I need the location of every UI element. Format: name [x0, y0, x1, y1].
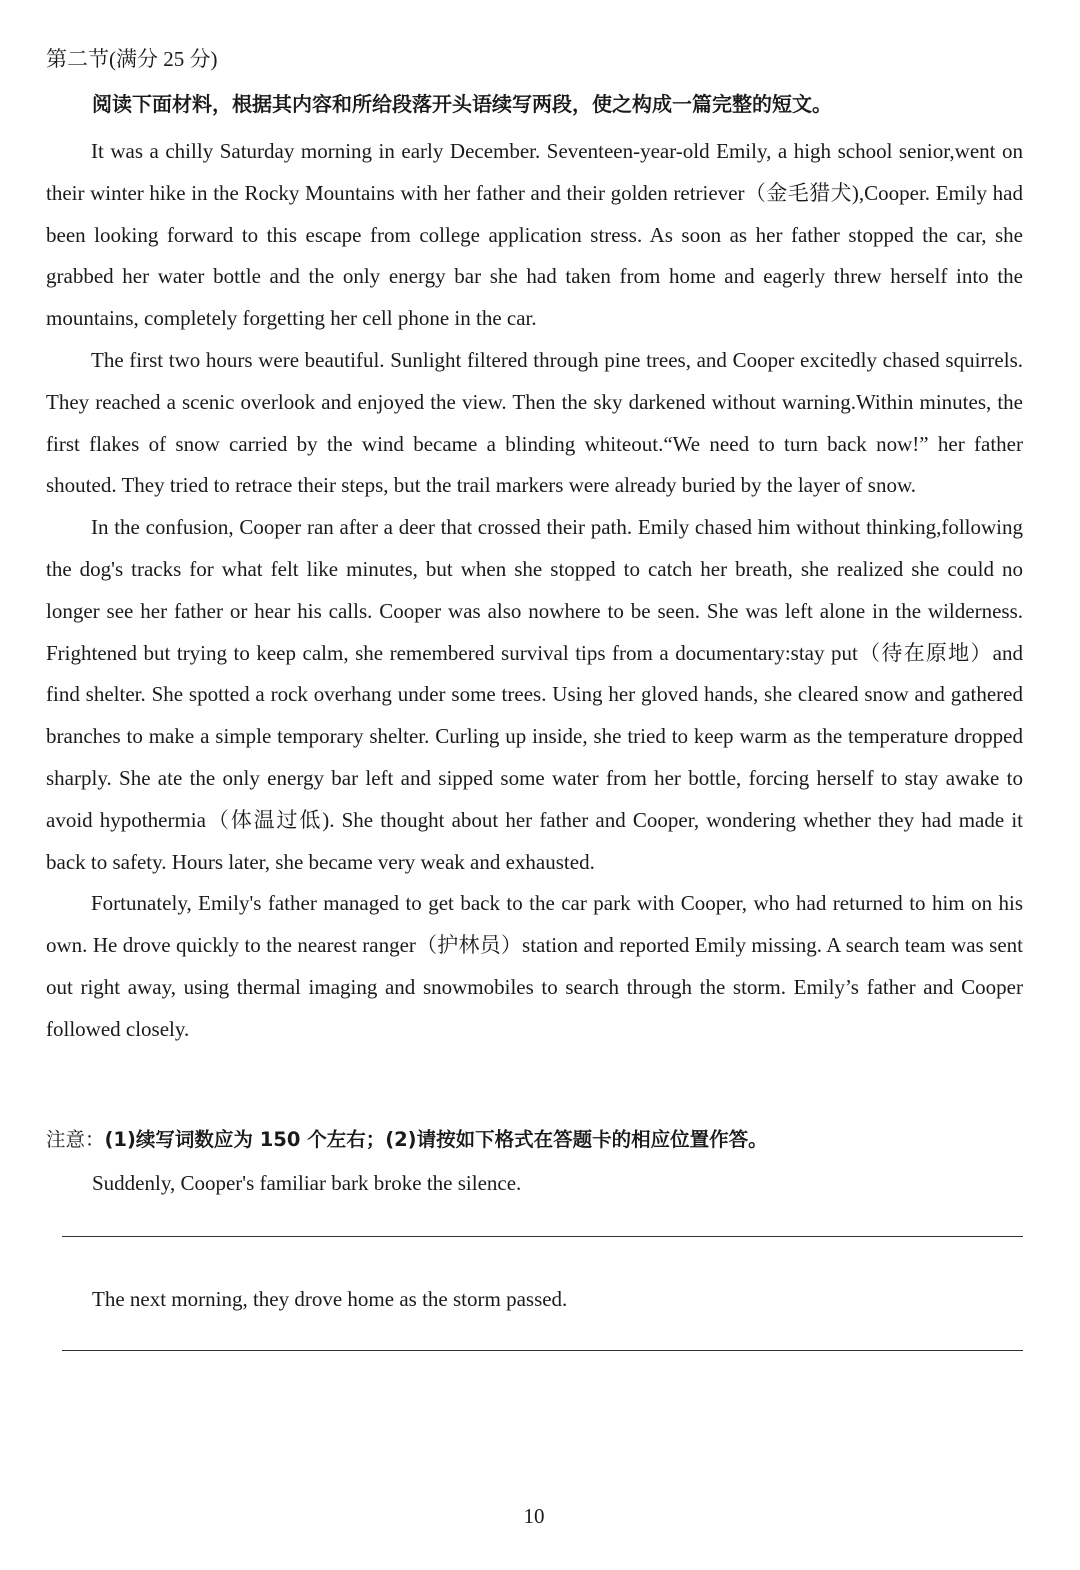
task-instruction: 阅读下面材料，根据其内容和所给段落开头语续写两段，使之构成一篇完整的短文。	[92, 92, 832, 116]
reading-passage	[46, 131, 1023, 1051]
note-body: (1)续写词数应为 150 个左右；(2)请按如下格式在答题卡的相应位置作答。	[104, 1128, 768, 1151]
passage-paragraph-1: It was a chilly Saturday morning in early December. Seventeen-year-old Emily, a high school senior,went on their winter hike in the Rocky Mountains with her father and their golden retriever（金毛猎犬),Cooper. Emily had been looking forward to this escape from college application stress. As soon as her father stopped the car, she grabbed her water bottle and the only energy bar she had taken from home and eagerly threw herself into the mountains, completely forgetting her cell phone in the car.	[46, 139, 1023, 331]
answer-line-2[interactable]	[62, 1350, 1023, 1351]
note-label: 注意：	[46, 1128, 105, 1151]
paragraph-starter-2: The next morning, they drove home as the storm passed.	[92, 1287, 568, 1311]
passage-paragraph-2: The first two hours were beautiful. Sunlight filtered through pine trees, and Cooper excitedly chased squirrels. They reached a scenic overlook and enjoyed the view. Then the sky darkened without warning.Within minutes, the first flakes of snow carried by the wind became a blinding whiteout.“We need to turn back now!” her father shouted. They tried to retrace their steps, but the trail markers were already buried by the layer of snow.	[46, 347, 1023, 498]
answer-line-1[interactable]	[62, 1236, 1023, 1237]
passage-paragraph-3: In the confusion, Cooper ran after a deer that crossed their path. Emily chased him without thinking,following the dog's tracks for what felt like minutes, but when she stopped to catch her breath, she realized she could no longer see her father or hear his calls. Cooper was also nowhere to be seen. She was left alone in the wilderness. Frightened but trying to keep calm, she remembered survival tips from a documentary:stay put（待在原地）and find shelter. She spotted a rock overhang under some trees. Using her gloved hands, she cleared snow and gathered branches to make a simple temporary shelter. Curling up inside, she tried to keep warm as the temperature dropped sharply. She ate the only energy bar left and sipped some water from her bottle, forcing herself to stay awake to avoid hypothermia（体温过低). She thought about her father and Cooper, wondering whether they had made it back to safety. Hours later, she became very weak and exhausted.	[46, 515, 1023, 874]
page-number: 10	[523, 1504, 545, 1528]
paragraph-starter-1: Suddenly, Cooper's familiar bark broke the silence.	[92, 1171, 522, 1195]
section-heading: 第二节(满分 25 分)	[46, 47, 218, 71]
passage-paragraph-4: Fortunately, Emily's father managed to get back to the car park with Cooper, who had returned to him on his own. He drove quickly to the nearest ranger（护林员）station and reported Emily missing. A search team was sent out right away, using thermal imaging and snowmobiles to search through the storm. Emily’s father and Cooper followed closely.	[46, 891, 1023, 1041]
writing-note	[46, 1124, 768, 1156]
